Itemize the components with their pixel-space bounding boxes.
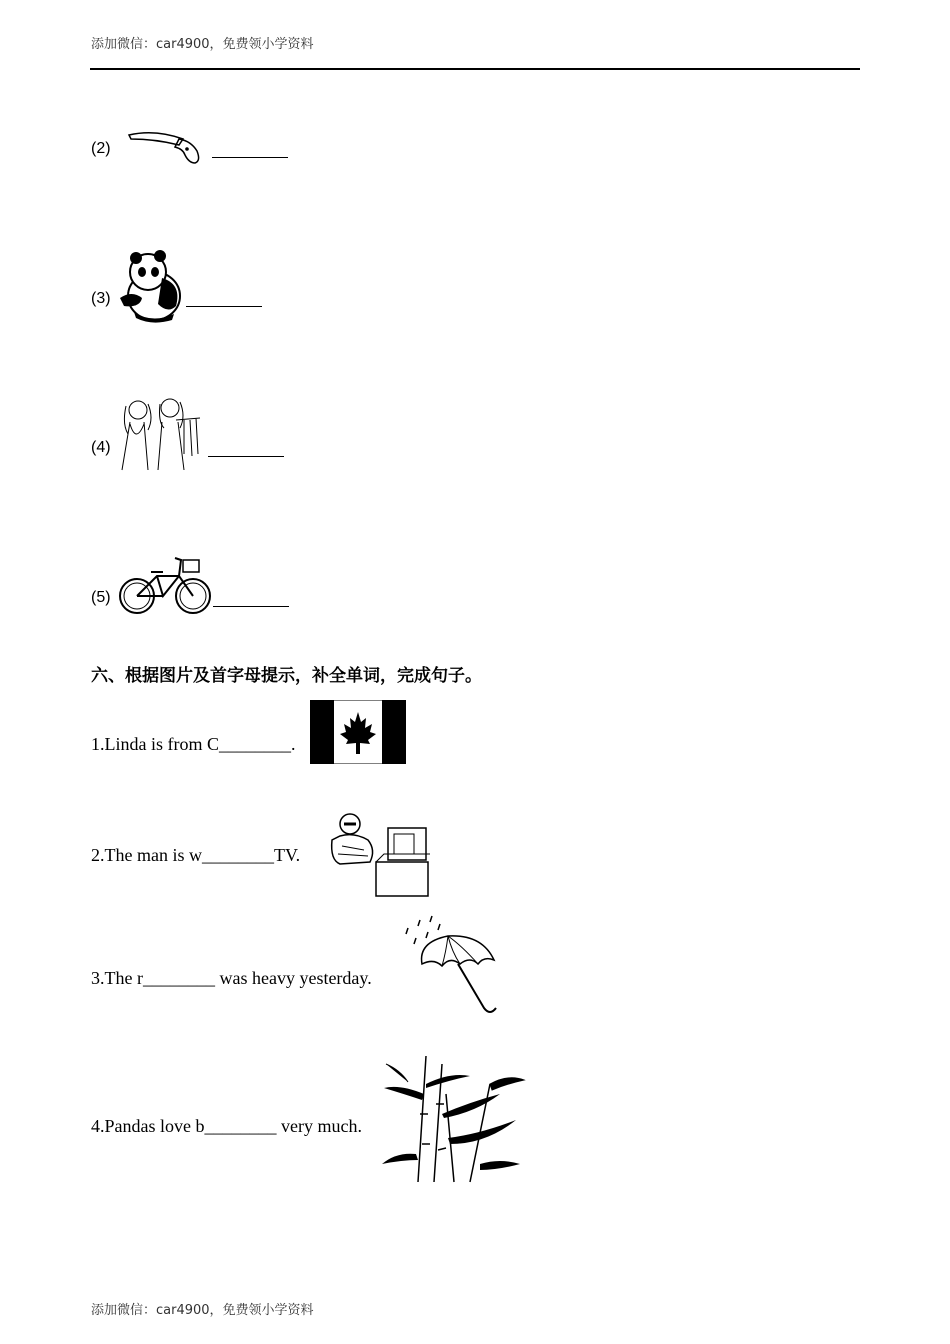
page-header: 添加微信：car4900，免费领小学资料 xyxy=(91,37,314,52)
item-label: (5) xyxy=(91,589,111,606)
item-label: (2) xyxy=(91,140,111,157)
header-rule xyxy=(90,68,860,70)
answer-blank xyxy=(208,456,284,457)
canada-flag-icon xyxy=(310,700,406,764)
knife-icon xyxy=(125,125,205,167)
item-label: (3) xyxy=(91,290,111,307)
bike-icon xyxy=(117,554,215,616)
section-title: 六、根据图片及首字母提示，补全单词，完成句子。 xyxy=(91,666,482,686)
panda-icon xyxy=(112,248,186,324)
sentence-4: 4.Pandas love b________ very much. xyxy=(91,1116,362,1136)
sentence-3: 3.The r________ was heavy yesterday. xyxy=(91,968,372,988)
sentence-2: 2.The man is w________TV. xyxy=(91,845,301,865)
item-label: (4) xyxy=(91,439,111,456)
rain-umbrella-icon xyxy=(398,912,502,1020)
answer-blank xyxy=(213,606,289,607)
page-footer: 添加微信：car4900，免费领小学资料 xyxy=(91,1303,314,1318)
answer-blank xyxy=(186,306,262,307)
bamboo-icon xyxy=(380,1054,526,1184)
sentence-1: 1.Linda is from C________. xyxy=(91,734,296,754)
shopping-icon xyxy=(114,394,204,472)
watching-tv-icon xyxy=(324,810,432,900)
answer-blank xyxy=(212,157,288,158)
